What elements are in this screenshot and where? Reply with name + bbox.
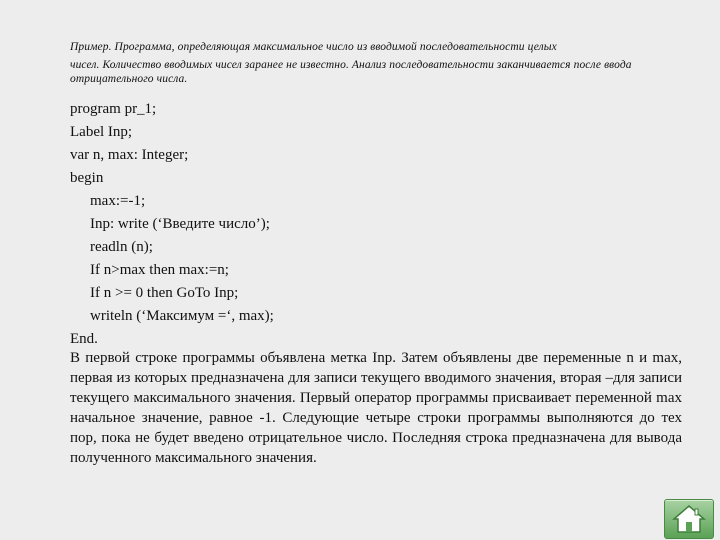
- code-line: readln (n);: [90, 239, 153, 255]
- code-line: Inp: write (‘Введите число’);: [90, 216, 270, 232]
- code-line: writeln (‘Максимум =‘, max);: [90, 308, 274, 324]
- code-line: End.: [70, 331, 98, 347]
- home-icon: [671, 503, 707, 535]
- code-line: program pr_1;: [70, 101, 157, 117]
- code-line: var n, max: Integer;: [70, 147, 189, 163]
- example-intro: [70, 36, 680, 86]
- home-button[interactable]: [664, 499, 714, 539]
- code-line: max:=-1;: [90, 193, 146, 209]
- code-line: If n >= 0 then GoTo Inp;: [90, 285, 239, 301]
- code-line: If n>max then max:=n;: [90, 262, 229, 278]
- code-line: begin: [70, 170, 104, 186]
- program-description: В первой строке программы объявлена метка Inp. Затем объявлены две переменные n и max, первая из которых предназначена для записи текущего вводимого значения, вторая –для записи текущего максимального значения. Первый оператор программы присваивает переменной max начальное значение, равное -1. Следующие четыре строки программы выполняются до тех пор, пока не будет введено отрицательное число. Последняя строка предназначена для вывода полученного максимального значения.: [70, 350, 682, 466]
- intro-line-2: чисел. Количество вводимых чисел заранее не известно. Анализ последовательности заканчивается после ввода отрицательного числа.: [70, 59, 632, 85]
- intro-line-1: Пример. Программа, определяющая максимальное число из вводимой последовательности целых: [70, 41, 557, 53]
- program-code: [70, 98, 670, 351]
- code-line: Label Inp;: [70, 124, 133, 140]
